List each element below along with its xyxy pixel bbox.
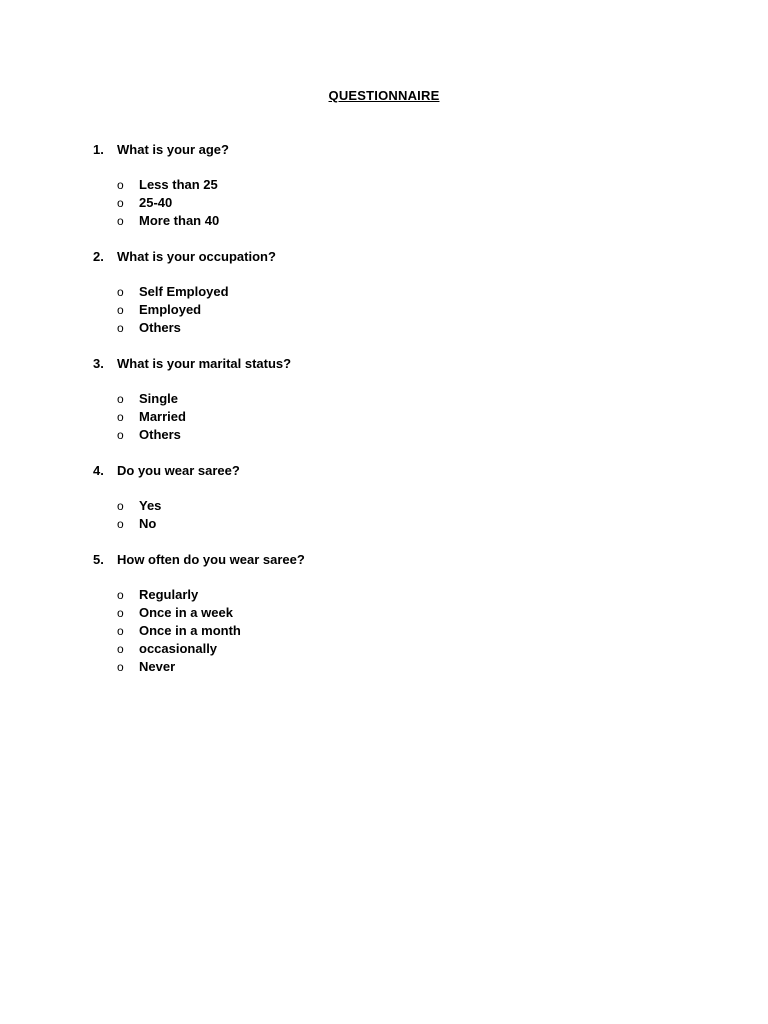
question-number: 4.	[93, 463, 104, 478]
question-heading	[93, 355, 693, 373]
question-text: What is your marital status?	[117, 356, 292, 371]
option-label: Employed	[139, 302, 202, 317]
question-text: What is your age?	[117, 142, 229, 157]
question-number: 3.	[93, 356, 104, 371]
option-list	[93, 390, 693, 444]
question-text: What is your occupation?	[117, 249, 276, 264]
question-4	[93, 462, 693, 533]
option-list	[93, 283, 693, 337]
option-label: Single	[139, 391, 179, 406]
circle-bullet-icon: o	[117, 624, 124, 638]
question-1	[93, 141, 693, 230]
option-item	[93, 515, 693, 533]
question-text: Do you wear saree?	[117, 463, 240, 478]
circle-bullet-icon: o	[117, 321, 124, 335]
option-item	[93, 497, 693, 515]
option-item	[93, 283, 693, 301]
circle-bullet-icon: o	[117, 392, 124, 406]
circle-bullet-icon: o	[117, 214, 124, 228]
option-label: 25-40	[139, 195, 173, 210]
circle-bullet-icon: o	[117, 428, 124, 442]
question-2	[93, 248, 693, 337]
question-list	[93, 141, 693, 694]
option-label: Once in a month	[139, 623, 241, 638]
option-label: Less than 25	[139, 177, 218, 192]
question-number: 1.	[93, 142, 104, 157]
option-item	[93, 622, 693, 640]
question-heading	[93, 551, 693, 569]
option-item	[93, 604, 693, 622]
option-item	[93, 408, 693, 426]
option-item	[93, 301, 693, 319]
option-item	[93, 319, 693, 337]
option-list	[93, 586, 693, 676]
option-item	[93, 212, 693, 230]
circle-bullet-icon: o	[117, 303, 124, 317]
circle-bullet-icon: o	[117, 588, 124, 602]
question-3	[93, 355, 693, 444]
question-number: 2.	[93, 249, 104, 264]
option-item	[93, 426, 693, 444]
question-5	[93, 551, 693, 676]
option-item	[93, 586, 693, 604]
option-label: occasionally	[139, 641, 218, 656]
option-label: Others	[139, 320, 181, 335]
circle-bullet-icon: o	[117, 517, 124, 531]
option-list	[93, 176, 693, 230]
circle-bullet-icon: o	[117, 660, 124, 674]
option-item	[93, 194, 693, 212]
option-label: Self Employed	[139, 284, 229, 299]
option-label: Others	[139, 427, 181, 442]
question-heading	[93, 141, 693, 159]
question-heading	[93, 248, 693, 266]
circle-bullet-icon: o	[117, 499, 124, 513]
option-item	[93, 390, 693, 408]
circle-bullet-icon: o	[117, 178, 124, 192]
option-item	[93, 640, 693, 658]
option-item	[93, 176, 693, 194]
circle-bullet-icon: o	[117, 410, 124, 424]
question-text: How often do you wear saree?	[117, 552, 305, 567]
option-list	[93, 497, 693, 533]
option-label: No	[139, 516, 157, 531]
option-label: Once in a week	[139, 605, 233, 620]
page-title: QUESTIONNAIRE	[328, 88, 440, 103]
question-heading	[93, 462, 693, 480]
circle-bullet-icon: o	[117, 196, 124, 210]
option-label: More than 40	[139, 213, 220, 228]
circle-bullet-icon: o	[117, 285, 124, 299]
option-label: Regularly	[139, 587, 199, 602]
circle-bullet-icon: o	[117, 606, 124, 620]
option-label: Never	[139, 659, 176, 674]
option-label: Yes	[139, 498, 162, 513]
option-label: Married	[139, 409, 186, 424]
option-item	[93, 658, 693, 676]
question-number: 5.	[93, 552, 104, 567]
circle-bullet-icon: o	[117, 642, 124, 656]
